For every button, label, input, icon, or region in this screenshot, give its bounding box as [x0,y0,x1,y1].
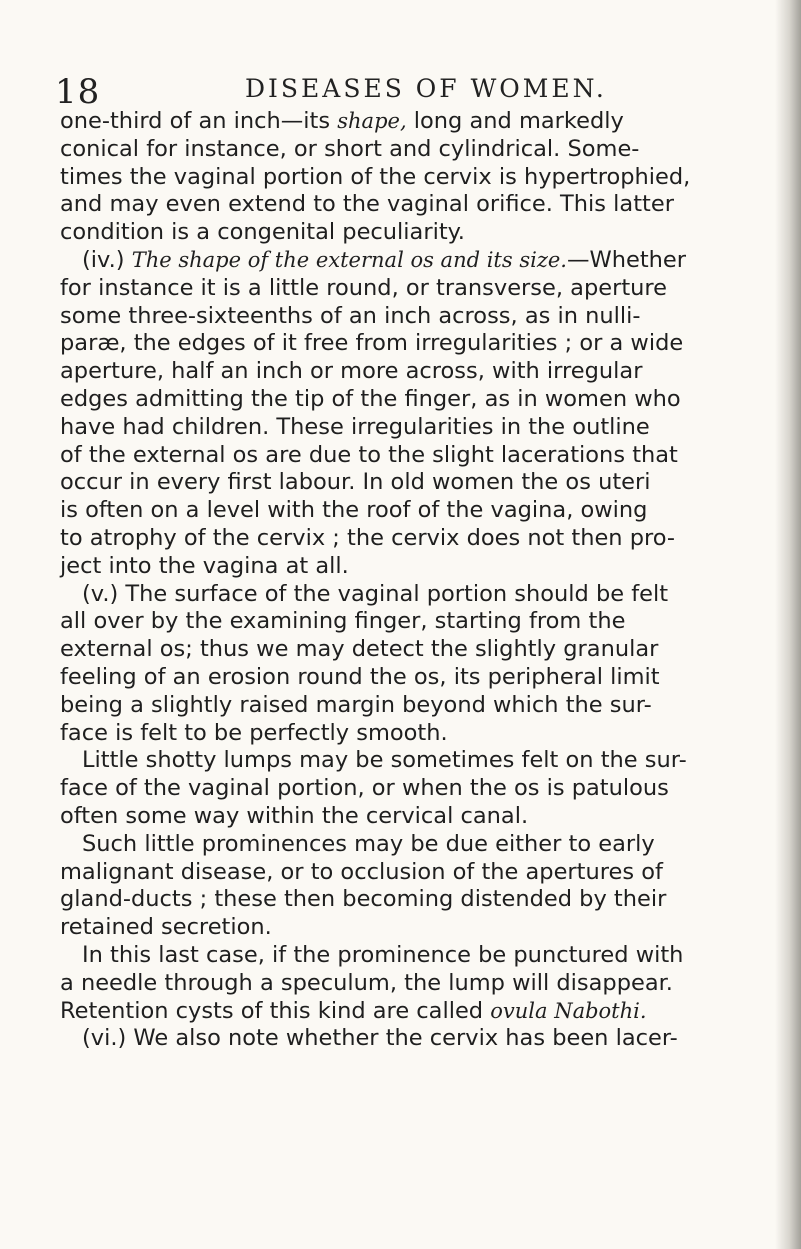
text-line: of the external os are due to the slight lacerations that [60,441,678,468]
text-line: Retention cysts of this kind are called ovula Nabothi. [60,997,647,1024]
running-head: DISEASES OF WOMEN. [245,74,607,103]
text-line: paræ, the edges of it free from irregularities ; or a wide [60,330,684,357]
text-line: a needle through a speculum, the lump will disappear. [60,969,673,996]
text-line: one-third of an inch—its shape, long and markedly [60,108,624,134]
text-line: often some way within the cervical canal. [60,802,529,829]
text-line: Little shotty lumps may be sometimes felt on the sur- [82,747,687,774]
text-line: malignant disease, or to occlusion of the apertures of [60,858,663,885]
text-line: Such little prominences may be due either to early [82,830,655,857]
text-line: for instance it is a little round, or transverse, aperture [60,274,668,301]
text-line: retained secretion. [60,914,272,941]
text-line: (iv.) The shape of the external os and its size.—Whether [82,246,687,273]
text-line: face of the vaginal portion, or when the os is patulous [60,775,669,802]
text-line: ject into the vagina at all. [60,552,349,579]
text-line: all over by the examining finger, starting from the [60,608,626,635]
text-line: In this last case, if the prominence be punctured with [82,941,684,968]
text-line: condition is a congenital peculiarity. [60,219,465,246]
text-line: edges admitting the tip of the finger, as in women who [60,385,681,412]
body-text [60,108,760,1053]
text-line: being a slightly raised margin beyond which the sur- [60,691,652,718]
text-line: occur in every first labour. In old women the os uteri [60,469,651,496]
text-line: face is felt to be perfectly smooth. [60,719,448,746]
text-line: is often on a level with the roof of the vagina, owing [60,497,648,524]
text-line: gland-ducts ; these then becoming distended by their [60,886,667,913]
text-line: times the vaginal portion of the cervix is hypertrophied, [60,163,691,190]
text-line: to atrophy of the cervix ; the cervix does not then pro- [60,524,676,551]
text-line: (v.) The surface of the vaginal portion should be felt [82,580,669,607]
text-line: feeling of an erosion round the os, its peripheral limit [60,663,660,690]
text-line: aperture, half an inch or more across, with irregular [60,358,643,385]
page-edge-shadow [775,0,801,1249]
page-header [55,72,755,112]
text-line: conical for instance, or short and cylindrical. Some- [60,135,640,162]
text-line: external os; thus we may detect the slightly granular [60,636,659,663]
text-line: (vi.) We also note whether the cervix has been lacer- [82,1025,678,1052]
text-line: and may even extend to the vaginal orifice. This latter [60,191,674,218]
page-number: 18 [55,72,101,112]
text-line: have had children. These irregularities in the outline [60,413,650,440]
text-line: some three-sixteenths of an inch across, as in nulli- [60,302,641,329]
